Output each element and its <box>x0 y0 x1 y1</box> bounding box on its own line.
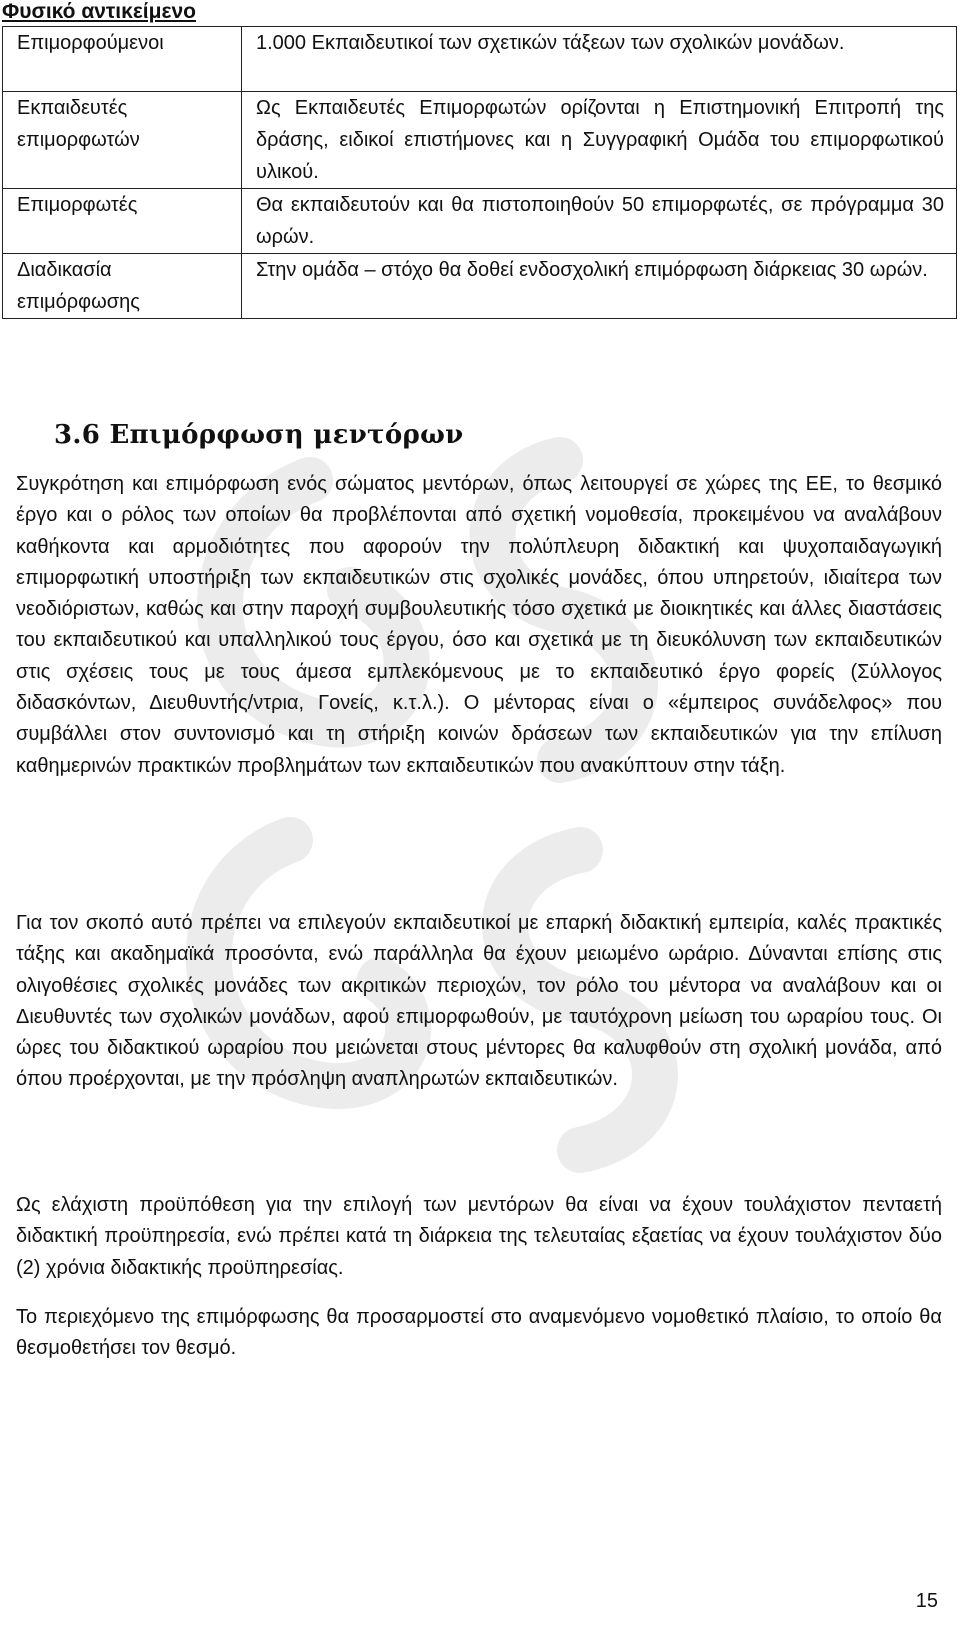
table-row <box>3 27 957 92</box>
table-row <box>3 92 957 189</box>
paragraph: Ως ελάχιστη προϋπόθεση για την επιλογή των μεντόρων θα είναι να έχουν τουλάχιστον πενταετή διδακτική προϋπηρεσία, ενώ πρέπει κατά τη διάρκεια της τελευταίας εξαετίας να έχουν τουλάχιστον δύο (2) χρόνια διδακτικής προϋπηρεσίας. <box>16 1194 942 1279</box>
paragraph: Το περιεχόμενο της επιμόρφωσης θα προσαρμοστεί στο αναμενόμενο νομοθετικό πλαίσιο, το οποίο θα θεσμοθετήσει τον θεσμό. <box>16 1306 942 1360</box>
page-number: 15 <box>915 1590 938 1612</box>
row-description: Θα εκπαιδευτούν και θα πιστοποιηθούν 50 επιμορφωτές, σε πρόγραμμα 30 ωρών. <box>242 189 957 254</box>
row-label: Εκπαιδευτές επιμορφωτών <box>3 92 242 189</box>
physical-object-table <box>2 26 957 319</box>
row-label: Επιμορφωτές <box>3 189 242 254</box>
section-heading: 3.6 Επιμόρφωση μεντόρων <box>54 420 464 450</box>
paragraph: Συγκρότηση και επιμόρφωση ενός σώματος μεντόρων, όπως λειτουργεί σε χώρες της ΕΕ, το θεσμικό έργο και ο ρόλος των οποίων θα προβλέπονται από σχετική νομοθεσία, προκειμένου να αναλάβουν καθήκοντα και αρμοδιότητες που αφορούν την πολύπλευρη διδακτική και ψυχοπαιδαγωγική επιμορφωτική υποστήριξη των εκπαιδευτικών στις σχολικές μονάδες, όπου υπηρετούν, ιδιαίτερα των νεοδιόριστων, καθώς και στην παροχή συμβουλευτικής τόσο σχετικά με διοικητικές και άλλες διαστάσεις του εκπαιδευτικού και υπαλληλικού τους έργου, όσο και σχετικά με τη διευκόλυνση των εκπαιδευτικών στις σχέσεις τους με τους άμεσα εμπλεκόμενους με το εκπαιδευτικό έργο φορείς (Σύλλογος διδασκόντων, Διευθυντής/ντρια, Γονείς, κ.τ.λ.). Ο μέντορας είναι ο «έμπειρος συνάδελφος» που συμβάλλει στον συντονισμό και τη στήριξη κοινών δράσεων των εκπαιδευτικών για την επίλυση καθημερινών πρακτικών προβλημάτων των εκπαιδευτικών που ανακύπτουν στην τάξη. <box>16 473 942 777</box>
row-description: 1.000 Εκπαιδευτικοί των σχετικών τάξεων των σχολικών μονάδων. <box>242 27 957 92</box>
section-title: Φυσικό αντικείμενο <box>2 0 196 23</box>
table-row <box>3 189 957 254</box>
row-description: Ως Εκπαιδευτές Επιμορφωτών ορίζονται η Επιστημονική Επιτροπή της δράσης, ειδικοί επιστήμονες και η Συγγραφική Ομάδα του επιμορφωτικού υλικού. <box>242 92 957 189</box>
table-row <box>3 254 957 319</box>
row-description: Στην ομάδα – στόχο θα δοθεί ενδοσχολική επιμόρφωση διάρκειας 30 ωρών. <box>242 254 957 319</box>
row-label: Διαδικασία επιμόρφωσης <box>3 254 242 319</box>
paragraph: Για τον σκοπό αυτό πρέπει να επιλεγούν εκπαιδευτικοί με επαρκή διδακτική εμπειρία, καλές πρακτικές τάξης και ακαδημαϊκά προσόντα, ενώ παράλληλα θα έχουν μειωμένο ωράριο. Δύνανται επίσης στις ολιγοθέσιες σχολικές μονάδες των ακριτικών περιοχών, τον ρόλο του μέντορα να αναλάβουν και οι Διευθυντές των σχολικών μονάδων, αφού επιμορφωθούν, με ταυτόχρονη μείωση του ωραρίου τους. Οι ώρες του διδακτικού ωραρίου που μειώνεται στους μέντορες θα καλυφθούν στη σχολική μονάδα, από όπου προέρχονται, με την πρόσληψη αναπληρωτών εκπαιδευτικών. <box>16 912 942 1091</box>
row-label: Επιμορφούμενοι <box>3 27 242 92</box>
